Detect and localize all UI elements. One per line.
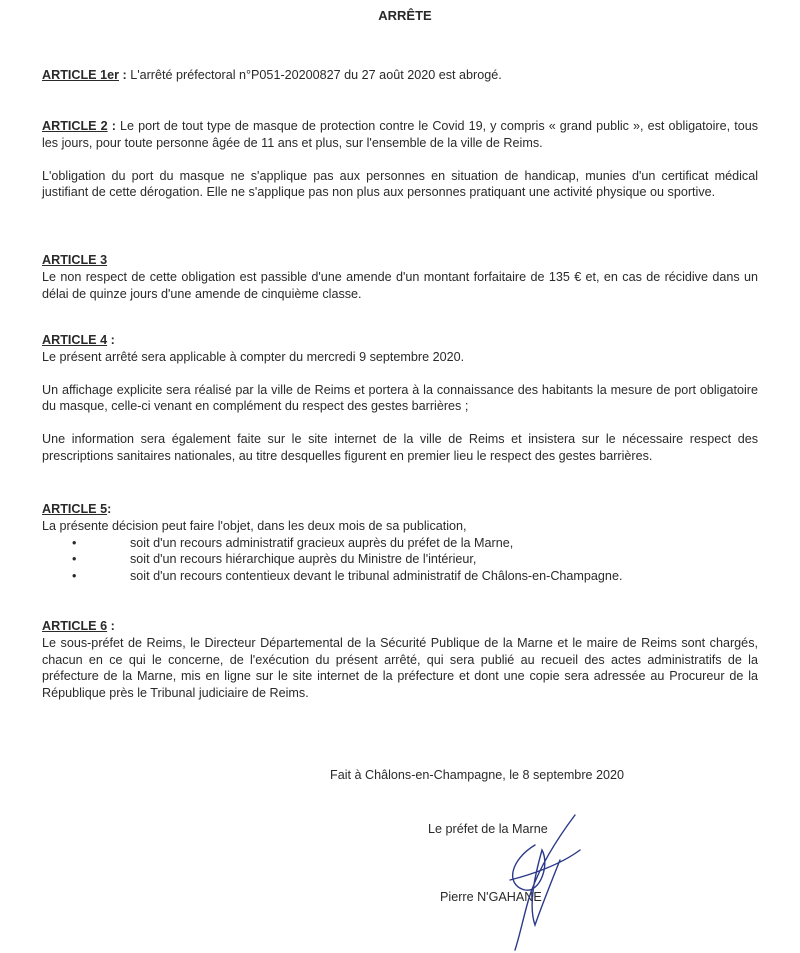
- article-4: ARTICLE 4 : Le présent arrêté sera applicable à compter du mercredi 9 septembre 2020. Un affichage explicite sera réalisé par la ville de Reims et portera à la connaissance des habitants la mesure de port obligatoire du masque, celle-ci venant en complément du respect des gestes barrières ; Une information sera également faite sur le site internet de la ville de Reims et insistera sur le nécessaire respect des prescriptions sanitaires nationales, au titre desquelles figurent en premier lieu le respect des gestes barrières.: [42, 333, 758, 463]
- article-heading: ARTICLE 4: [42, 333, 108, 347]
- article-text: Le port de tout type de masque de protection contre le Covid 19, y compris « grand public », est obligatoire, tous les jours, pour toute personne âgée de 11 ans et plus, sur l'ensemble de la ville de Reims.: [42, 119, 758, 150]
- article-text: Le non respect de cette obligation est passible d'une amende d'un montant forfaitaire de 135 € et, en cas de récidive dans un délai de quinze jours d'une amende de cinquième classe.: [42, 269, 758, 301]
- recourse-list: [42, 535, 758, 585]
- article-1: ARTICLE 1er : L'arrêté préfectoral n°P051-20200827 du 27 août 2020 est abrogé.: [42, 68, 502, 82]
- article-heading: ARTICLE 5: [42, 502, 108, 516]
- handwritten-signature: [480, 805, 590, 953]
- article-text: Un affichage explicite sera réalisé par la ville de Reims et portera à la connaissance des habitants la mesure de port obligatoire du masque, celle-ci venant en complément du respect des gestes barrières ;: [42, 382, 758, 414]
- article-heading: ARTICLE 2: [42, 119, 108, 133]
- article-heading: ARTICLE 6: [42, 619, 108, 633]
- article-text: Une information sera également faite sur le site internet de la ville de Reims et insistera sur le nécessaire respect des prescriptions sanitaires nationales, au titre desquelles figurent en premier lieu le respect des gestes barrières.: [42, 432, 758, 463]
- signatory-role: Le préfet de la Marne: [428, 822, 548, 836]
- list-item: • soit d'un recours hiérarchique auprès du Ministre de l'intérieur,: [130, 551, 758, 568]
- article-2: ARTICLE 2 : Le port de tout type de masque de protection contre le Covid 19, y compris « grand public », est obligatoire, tous les jours, pour toute personne âgée de 11 ans et plus, sur l'ensemble de la ville de Reims. L'obligation du port du masque ne s'applique pas aux personnes en situation de handicap, munies d'un certificat médical justifiant de cette dérogation. Elle ne s'applique pas non plus aux personnes pratiquant une activité physique ou sportive.: [42, 119, 758, 200]
- article-text: Le présent arrêté sera applicable à compter du mercredi 9 septembre 2020.: [42, 349, 465, 364]
- list-item: • soit d'un recours contentieux devant le tribunal administratif de Châlons-en-Champagne.: [130, 568, 758, 585]
- article-5: ARTICLE 5: La présente décision peut faire l'objet, dans les deux mois de sa publication, • soit d'un recours administratif gracieux auprès du préfet de la Marne, • soit d'un recours hiérarchique auprès du Ministre de l'intérieur, • soit d'un recours contentieux devant le tribunal administratif de Châlons-en-Champagne.: [42, 501, 758, 585]
- list-item: • soit d'un recours administratif gracieux auprès du préfet de la Marne,: [130, 535, 758, 552]
- place-date: Fait à Châlons-en-Champagne, le 8 septembre 2020: [330, 768, 625, 782]
- article-text: La présente décision peut faire l'objet, dans les deux mois de sa publication,: [42, 518, 467, 533]
- article-6: ARTICLE 6 : Le sous-préfet de Reims, le Directeur Départemental de la Sécurité Publique de la Marne et le maire de Reims sont chargés, chacun en ce qui le concerne, de l'exécution du présent arrêté, qui sera publié au recueil des actes administratifs de la préfecture de la Marne, mis en ligne sur le site internet de la préfecture et dont une copie sera adressée au Procureur de la République près le Tribunal judiciaire de Reims.: [42, 619, 758, 701]
- article-heading: ARTICLE 1er: [42, 68, 119, 82]
- article-text: L'arrêté préfectoral n°P051-20200827 du 27 août 2020 est abrogé.: [130, 68, 502, 82]
- article-text: Le sous-préfet de Reims, le Directeur Départemental de la Sécurité Publique de la Marne et le maire de Reims sont chargés, chacun en ce qui le concerne, de l'exécution du présent arrêté, qui sera publié au recueil des actes administratifs de la préfecture de la Marne, mis en ligne sur le site internet de la préfecture et dont une copie sera adressée au Procureur de la République près le Tribunal judiciaire de Reims.: [42, 635, 758, 701]
- article-heading: ARTICLE 3: [42, 253, 108, 267]
- document-title: ARRÊTE: [378, 8, 432, 23]
- signatory-name: Pierre N'GAHANE: [440, 890, 542, 904]
- article-3: [42, 252, 758, 302]
- article-text: L'obligation du port du masque ne s'applique pas aux personnes en situation de handicap, munies d'un certificat médical justifiant de cette dérogation. Elle ne s'applique pas non plus aux personnes pratiquant une activité physique ou sportive.: [42, 168, 758, 200]
